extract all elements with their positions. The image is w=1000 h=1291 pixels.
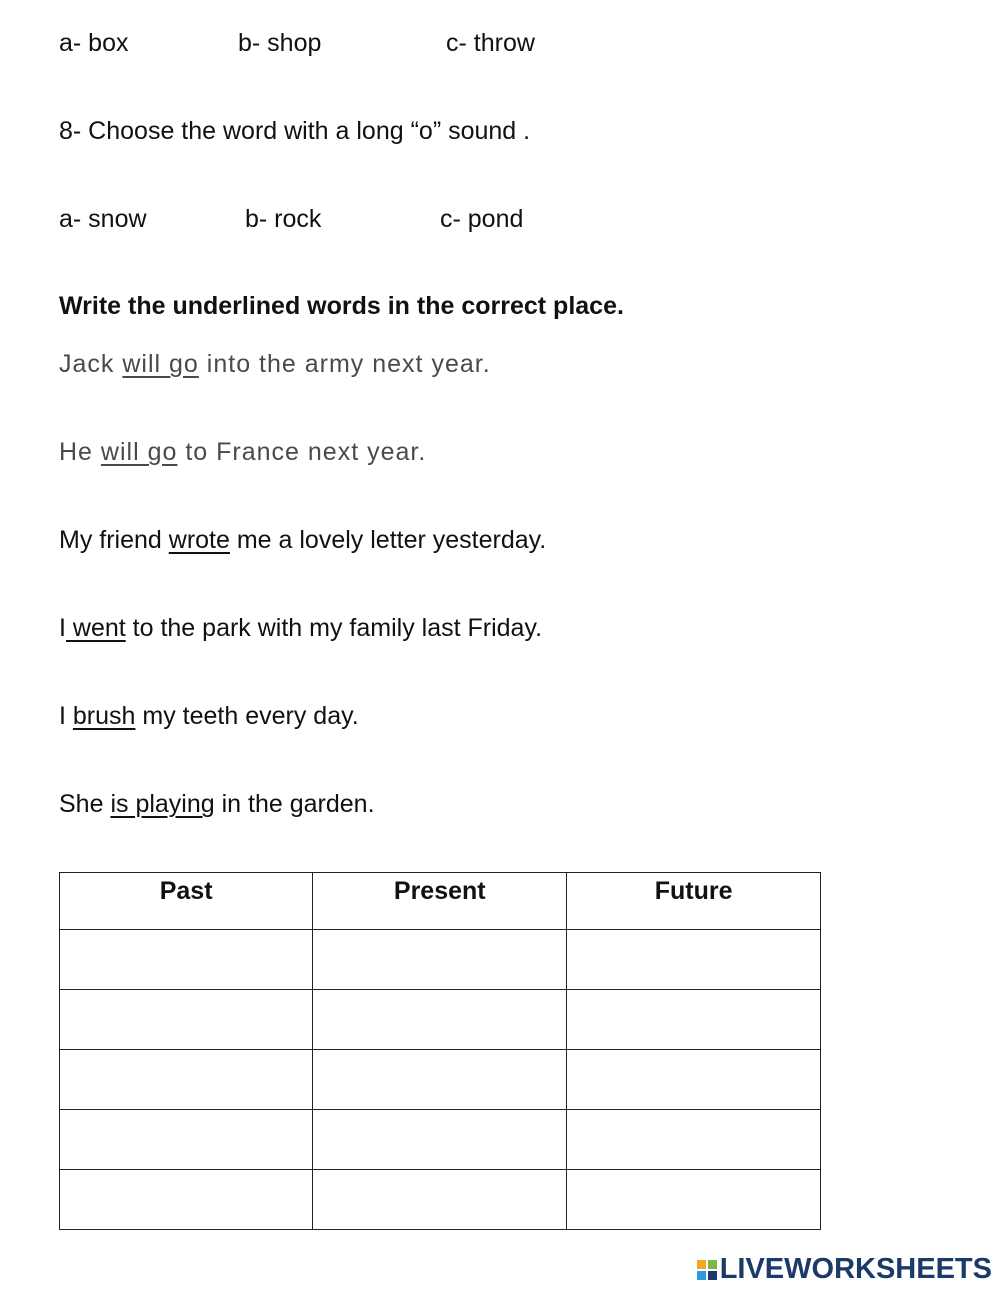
logo-square-icon: [697, 1271, 706, 1280]
sentence-5-underlined: brush: [72, 702, 136, 730]
table-row: [60, 1110, 821, 1170]
sentence-5-after: my teeth every day.: [135, 702, 359, 730]
sentence-3-after: me a lovely letter yesterday.: [229, 526, 547, 554]
sentence-6-underlined: is playing: [110, 790, 215, 818]
logo-text: LIVEWORKSHEETS: [719, 1253, 992, 1285]
sentence-1-after: into the army next year.: [198, 350, 491, 378]
header-past: Past: [60, 873, 313, 930]
logo-square-icon: [708, 1271, 717, 1280]
header-present: Present: [313, 873, 567, 930]
q8-option-b: b- rock: [245, 205, 322, 233]
answer-cell-future[interactable]: [567, 930, 821, 990]
sentence-5: [59, 701, 359, 731]
answer-cell-future[interactable]: [567, 1170, 821, 1230]
logo-square-icon: [697, 1260, 706, 1269]
sentence-4: [59, 613, 542, 643]
sentence-1-underlined: will go: [122, 350, 199, 378]
sentence-6: [59, 789, 375, 819]
answer-cell-past[interactable]: [60, 1110, 313, 1170]
q7-option-a: a- box: [59, 29, 129, 57]
q8-option-c: c- pond: [440, 205, 524, 233]
answer-cell-past[interactable]: [60, 1170, 313, 1230]
sentence-3-before: My friend: [59, 526, 169, 554]
answer-cell-present[interactable]: [313, 1110, 567, 1170]
answer-cell-future[interactable]: [567, 1050, 821, 1110]
answer-cell-present[interactable]: [313, 930, 567, 990]
table-row: [60, 1170, 821, 1230]
answer-cell-past[interactable]: [60, 990, 313, 1050]
liveworksheets-logo: [697, 1253, 992, 1286]
table-row: [60, 1050, 821, 1110]
sentence-5-before: I: [59, 702, 73, 730]
sentence-4-before: I: [59, 614, 66, 642]
sentence-3: [59, 525, 546, 555]
sentence-4-after: to the park with my family last Friday.: [125, 614, 543, 642]
table-row: [60, 990, 821, 1050]
answer-cell-future[interactable]: [567, 1110, 821, 1170]
sentence-6-after: in the garden.: [214, 790, 375, 818]
q8-option-a: a- snow: [59, 205, 147, 233]
sentence-6-before: She: [59, 790, 111, 818]
answer-cell-past[interactable]: [60, 1050, 313, 1110]
header-future: Future: [567, 873, 821, 930]
answer-cell-past[interactable]: [60, 930, 313, 990]
sentence-2-underlined: will go: [100, 438, 178, 466]
sentence-3-underlined: wrote: [168, 526, 230, 554]
logo-square-icon: [708, 1260, 717, 1269]
tense-table: [59, 872, 821, 1230]
sentence-2-before: He: [59, 438, 101, 466]
logo-grid-icon: [697, 1260, 717, 1280]
sentence-2: [59, 437, 426, 467]
q8-question: 8- Choose the word with a long “o” sound .: [59, 117, 531, 145]
q7-option-c: c- throw: [446, 29, 535, 57]
table-header-row: [60, 873, 821, 930]
sentence-1: [59, 349, 491, 379]
answer-cell-future[interactable]: [567, 990, 821, 1050]
instruction-heading: Write the underlined words in the correct place.: [59, 292, 624, 320]
answer-cell-present[interactable]: [313, 1050, 567, 1110]
table-row: [60, 930, 821, 990]
q7-option-b: b- shop: [238, 29, 322, 57]
sentence-1-before: Jack: [59, 350, 123, 378]
sentence-4-underlined: went: [65, 614, 126, 642]
answer-cell-present[interactable]: [313, 1170, 567, 1230]
answer-cell-present[interactable]: [313, 990, 567, 1050]
sentence-2-after: to France next year.: [177, 438, 427, 466]
